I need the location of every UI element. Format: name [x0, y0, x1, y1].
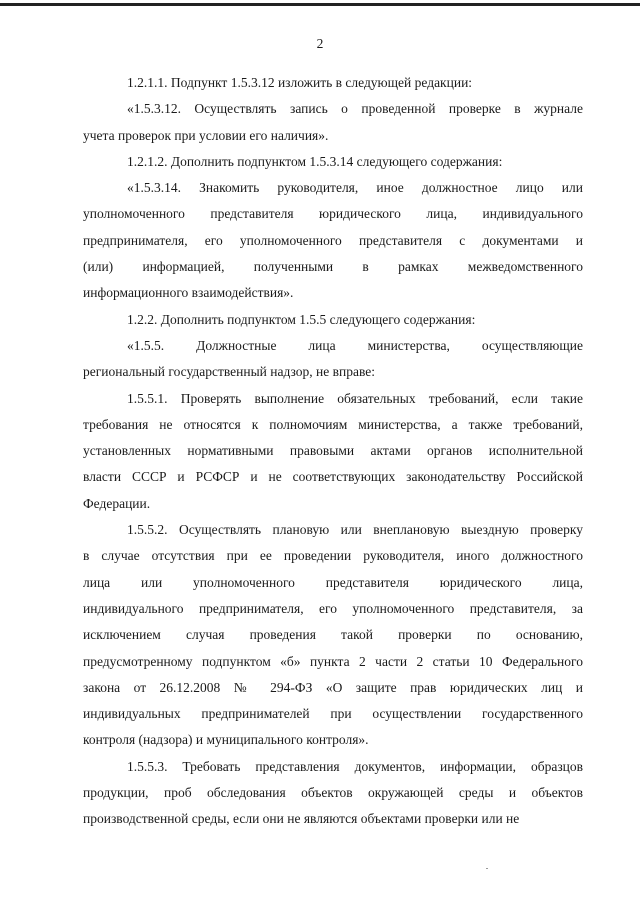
paragraph: [83, 149, 583, 175]
paragraph: [83, 754, 583, 833]
text-line: региональный государственный надзор, не вправе:: [83, 364, 376, 380]
text-line: производственной среды, если они не являются объектами проверки или не: [83, 811, 520, 827]
text-line: 1.5.5.1. Проверять выполнение обязательных требований, если такие: [127, 390, 583, 406]
document-body: [83, 70, 583, 833]
text-line: продукции, проб обследования объектов окружающей среды и объектов: [83, 785, 583, 801]
text-line: «1.5.3.12. Осуществлять запись о проведенной проверке в журнале: [127, 101, 583, 117]
paragraph: [83, 175, 583, 306]
text-line: лица или уполномоченного представителя юридического лица,: [83, 574, 583, 590]
text-line: 1.5.5.3. Требовать представления документов, информации, образцов: [127, 758, 583, 774]
text-line: Федерации.: [83, 495, 151, 511]
text-line: «1.5.5. Должностные лица министерства, осуществляющие: [127, 337, 583, 353]
paragraph: [83, 386, 583, 517]
text-line: 1.2.1.1. Подпункт 1.5.3.12 изложить в следующей редакции:: [127, 75, 473, 90]
text-line: контроля (надзора) и муниципального контроля».: [83, 732, 369, 748]
text-line: закона от 26.12.2008 № 294-ФЗ «О защите прав юридических лиц и: [83, 679, 583, 695]
text-line: 1.5.5.2. Осуществлять плановую или внеплановую выездную проверку: [127, 522, 583, 538]
text-line: индивидуального предпринимателя, его уполномоченного представителя, за: [83, 600, 583, 616]
paragraph: [83, 70, 583, 96]
paragraph: [83, 333, 583, 386]
text-line: «1.5.3.14. Знакомить руководителя, иное должностное лицо или: [127, 180, 583, 196]
text-line: 1.2.2. Дополнить подпунктом 1.5.5 следующего содержания:: [127, 311, 476, 327]
text-line: предусмотренному подпунктом «б» пункта 2 части 2 статьи 10 Федерального: [83, 653, 583, 669]
text-line: в случае отсутствия при ее проведении руководителя, иного должностного: [83, 548, 583, 564]
scan-artifact: [486, 868, 488, 869]
text-line: уполномоченного представителя юридического лица, индивидуального: [83, 206, 583, 222]
text-line: индивидуальных предпринимателей при осуществлении государственного: [83, 706, 583, 722]
paragraph: [83, 517, 583, 754]
text-line: исключением случая проведения такой проверки по основанию,: [83, 627, 583, 643]
top-border-line: [0, 3, 640, 6]
text-line: установленных нормативными правовыми актами органов исполнительной: [83, 443, 583, 459]
paragraph: [83, 96, 583, 149]
text-line: учета проверок при условии его наличия».: [83, 127, 329, 143]
text-line: (или) информацией, полученными в рамках межведомственного: [83, 259, 583, 275]
text-line: 1.2.1.2. Дополнить подпунктом 1.5.3.14 следующего содержания:: [127, 153, 503, 169]
text-line: требования не относятся к полномочиям министерства, а также требований,: [83, 416, 583, 432]
paragraph: [83, 307, 583, 333]
text-line: предпринимателя, его уполномоченного представителя с документами и: [83, 232, 583, 248]
text-line: информационного взаимодействия».: [83, 285, 294, 301]
text-line: власти СССР и РСФСР и не соответствующих законодательству Российской: [83, 469, 583, 485]
page-number: 2: [316, 36, 324, 51]
